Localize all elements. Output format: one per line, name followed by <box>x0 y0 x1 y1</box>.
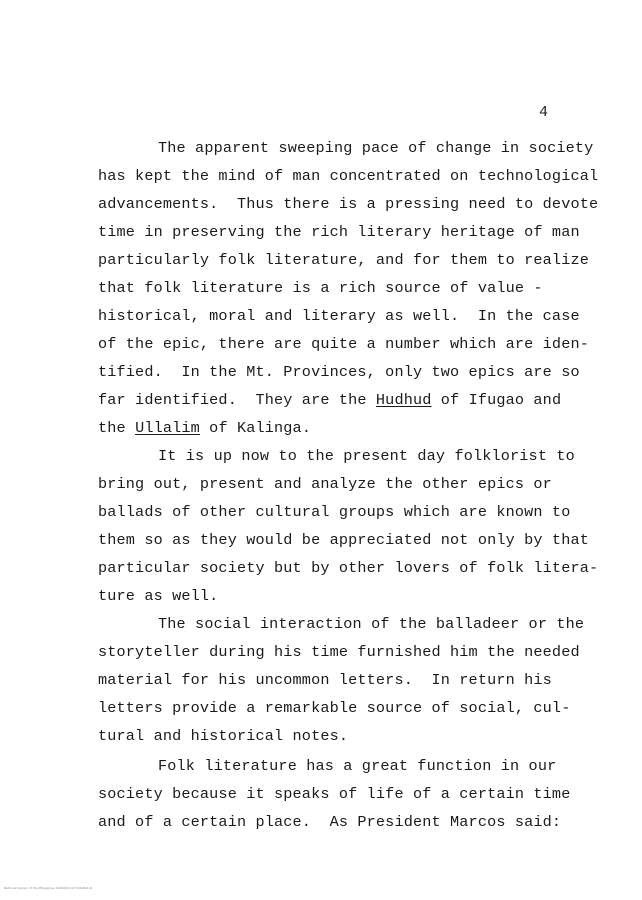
text-line: material for his uncommon letters. In return his <box>98 671 552 689</box>
text-segment: far identified. They are the <box>98 391 376 409</box>
text-line: particular society but by other lovers of folk litera- <box>98 559 599 577</box>
text-line: tural and historical notes. <box>98 727 349 745</box>
text-line: them so as they would be appreciated not only by that <box>98 531 589 549</box>
text-line: Folk literature has a great function in our <box>158 757 557 775</box>
text-line: that folk literature is a rich source of value - <box>98 279 543 297</box>
text-line: bring out, present and analyze the other epics or <box>98 475 552 493</box>
epic-title-ullalim: Ullalim <box>135 419 200 437</box>
text-segment: of Kalinga. <box>199 419 312 437</box>
text-line: tified. In the Mt. Provinces, only two epics are so <box>98 363 580 381</box>
text-line: of the epic, there are quite a number which are iden- <box>98 335 589 353</box>
text-segment: of Ifugao and <box>431 391 562 409</box>
text-line <box>98 390 561 410</box>
text-line: and of a certain place. As President Marcos said: <box>98 813 562 831</box>
text-line: It is up now to the present day folklorist to <box>158 447 575 465</box>
text-line: The social interaction of the balladeer or the <box>158 615 585 633</box>
text-segment: the <box>98 419 136 437</box>
text-line <box>98 418 311 438</box>
text-line: society because it speaks of life of a certain time <box>98 785 571 803</box>
text-line: historical, moral and literary as well. In the case <box>98 307 580 325</box>
text-line: has kept the mind of man concentrated on technological <box>98 167 599 185</box>
epic-title-hudhud: Hudhud <box>375 391 432 409</box>
text-line: time in preserving the rich literary heritage of man <box>98 223 580 241</box>
text-line: particularly folk literature, and for them to realize <box>98 251 589 269</box>
text-line: ture as well. <box>98 587 219 605</box>
text-line: The apparent sweeping pace of change in society <box>158 139 594 157</box>
text-line: storyteller during his time furnished him the needed <box>98 643 580 661</box>
text-line: ballads of other cultural groups which are known to <box>98 503 571 521</box>
text-line: advancements. Thus there is a pressing need to devote <box>98 195 599 213</box>
text-line: letters provide a remarkable source of social, cul- <box>98 699 571 717</box>
page-number: 4 <box>539 104 549 121</box>
archive-footer: National Library of the Philippines ULRS001413 00006/114 <box>4 886 93 890</box>
